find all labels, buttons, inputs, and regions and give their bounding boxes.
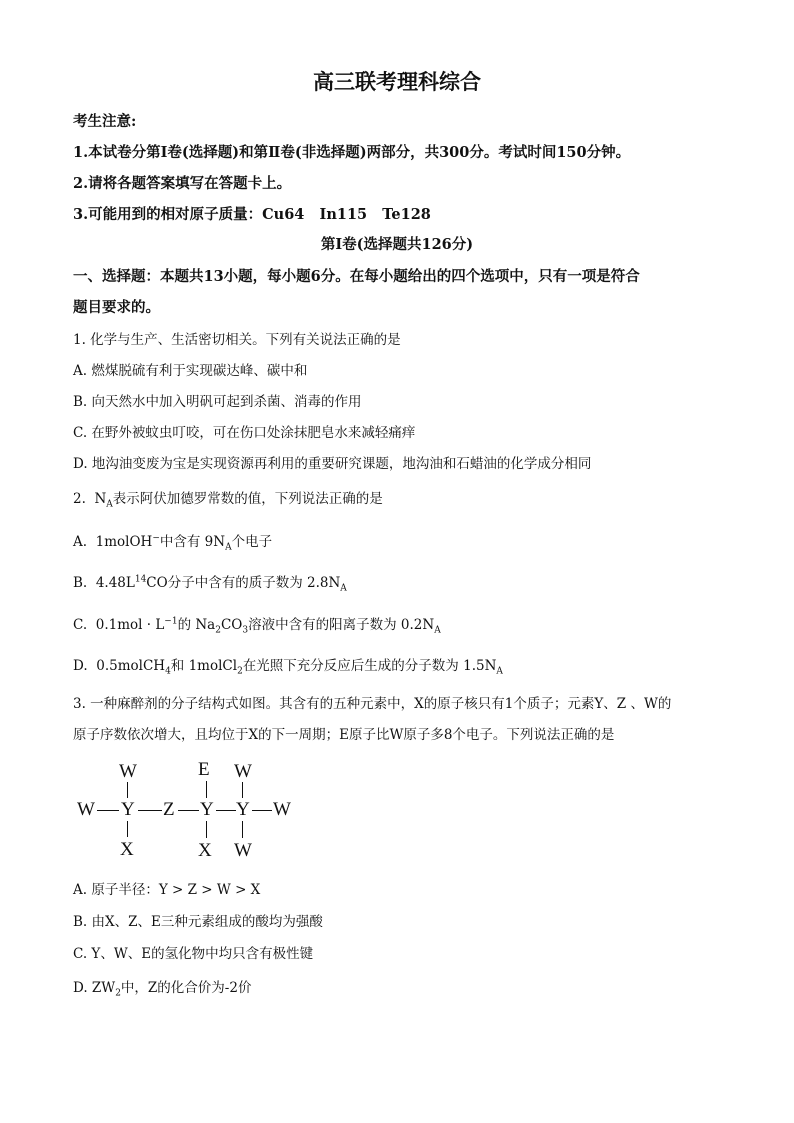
bond-y3-w-bottom [242,821,243,838]
bond-y1-z [138,810,162,811]
bond-y1-x [127,821,128,837]
atom-e: E [198,759,210,780]
atom-w-top-1: W [119,761,137,782]
q3-option-a: A. 原子半径：Y > Z > W > X [73,882,261,898]
page-title: 高三联考理科综合 [313,69,481,94]
notice-item-1: 1.本试卷分第Ⅰ卷(选择题)和第Ⅱ卷(非选择题)两部分，共300分。考试时间150分钟。 [73,144,631,161]
bond-y1-w [127,782,128,798]
section-title: 第Ⅰ卷(选择题共126分) [320,236,474,253]
q3-stem-line1: 3. 一种麻醉剂的分子结构式如图。其含有的五种元素中，X的原子核只有1个质子；元素Y、Z 、W的 [73,696,672,712]
bond-y2-x [206,821,207,838]
bond-y2-y3 [216,810,236,811]
q2-option-c: C. $0.1mol \cdot L^{-1}$的 $Na_2CO_3$溶液中含有的阳离子数为 $0.2N_A$ [73,616,441,636]
q3-option-d: D. $ZW_2$中，Z的化合价为-2价 [73,980,252,999]
q1-option-c: C. 在野外被蚊虫叮咬，可在伤口处涂抹肥皂水来减轻痛痒 [73,425,416,441]
bond-y3-w [242,782,243,798]
atom-w-top-2: W [234,761,252,782]
q2-option-a: A. 1molOH−中含有 $9N_A$个电子 [73,533,273,553]
notice-item-2: 2.请将各题答案填写在答题卡上。 [73,175,292,192]
bond-w-y1 [97,810,119,811]
bond-z-y2 [178,810,199,811]
notice-item-3: 3.可能用到的相对原子质量：Cu64 In115 Te128 [73,206,431,223]
atom-w-right: W [273,799,291,820]
notice-heading: 考生注意: [73,113,137,130]
q2-option-b: B. $4.48L^{14}CO$分子中含有的质子数为 $2.8N_A$ [73,574,347,594]
q1-stem: 1. 化学与生产、生活密切相关。下列有关说法正确的是 [73,332,401,348]
atom-z: Z [163,799,175,820]
atom-y1: Y [121,799,135,820]
q3-stem-line2: 原子序数依次增大，且均位于X的下一周期；E原子比W原子多8个电子。下列说法正确的是 [73,727,615,743]
atom-x2: X [198,840,212,861]
atom-w-left: W [77,799,95,820]
bond-y3-w [252,810,272,811]
atom-y2: Y [200,799,214,820]
section-intro-line1: 一、选择题：本题共13小题，每小题6分。在每小题给出的四个选项中，只有一项是符合 [73,268,640,285]
atom-w-bottom: W [234,840,252,861]
bond-y2-e [206,781,207,798]
q3-option-c: C. Y、W、E的氢化物中均只含有极性键 [73,946,314,962]
q1-option-b: B. 向天然水中加入明矾可起到杀菌、消毒的作用 [73,394,362,410]
q2-stem: 2. $N_A$表示阿伏加德罗常数的值，下列说法正确的是 [73,491,383,510]
q2-option-d: D. 0.5molCH$_4$和 1molCl$_2$在光照下充分反应后生成的分子数为 $1.5N_A$ [73,658,503,677]
q1-option-a: A. 燃煤脱硫有利于实现碳达峰、碳中和 [73,363,308,379]
atom-x1: X [120,839,134,860]
q3-option-b: B. 由X、Z、E三种元素组成的酸均为强酸 [73,914,323,930]
section-intro-line2: 题目要求的。 [73,299,160,316]
q1-option-d: D. 地沟油变废为宝是实现资源再利用的重要研究课题，地沟油和石蜡油的化学成分相同 [73,456,592,472]
atom-y3: Y [236,799,250,820]
